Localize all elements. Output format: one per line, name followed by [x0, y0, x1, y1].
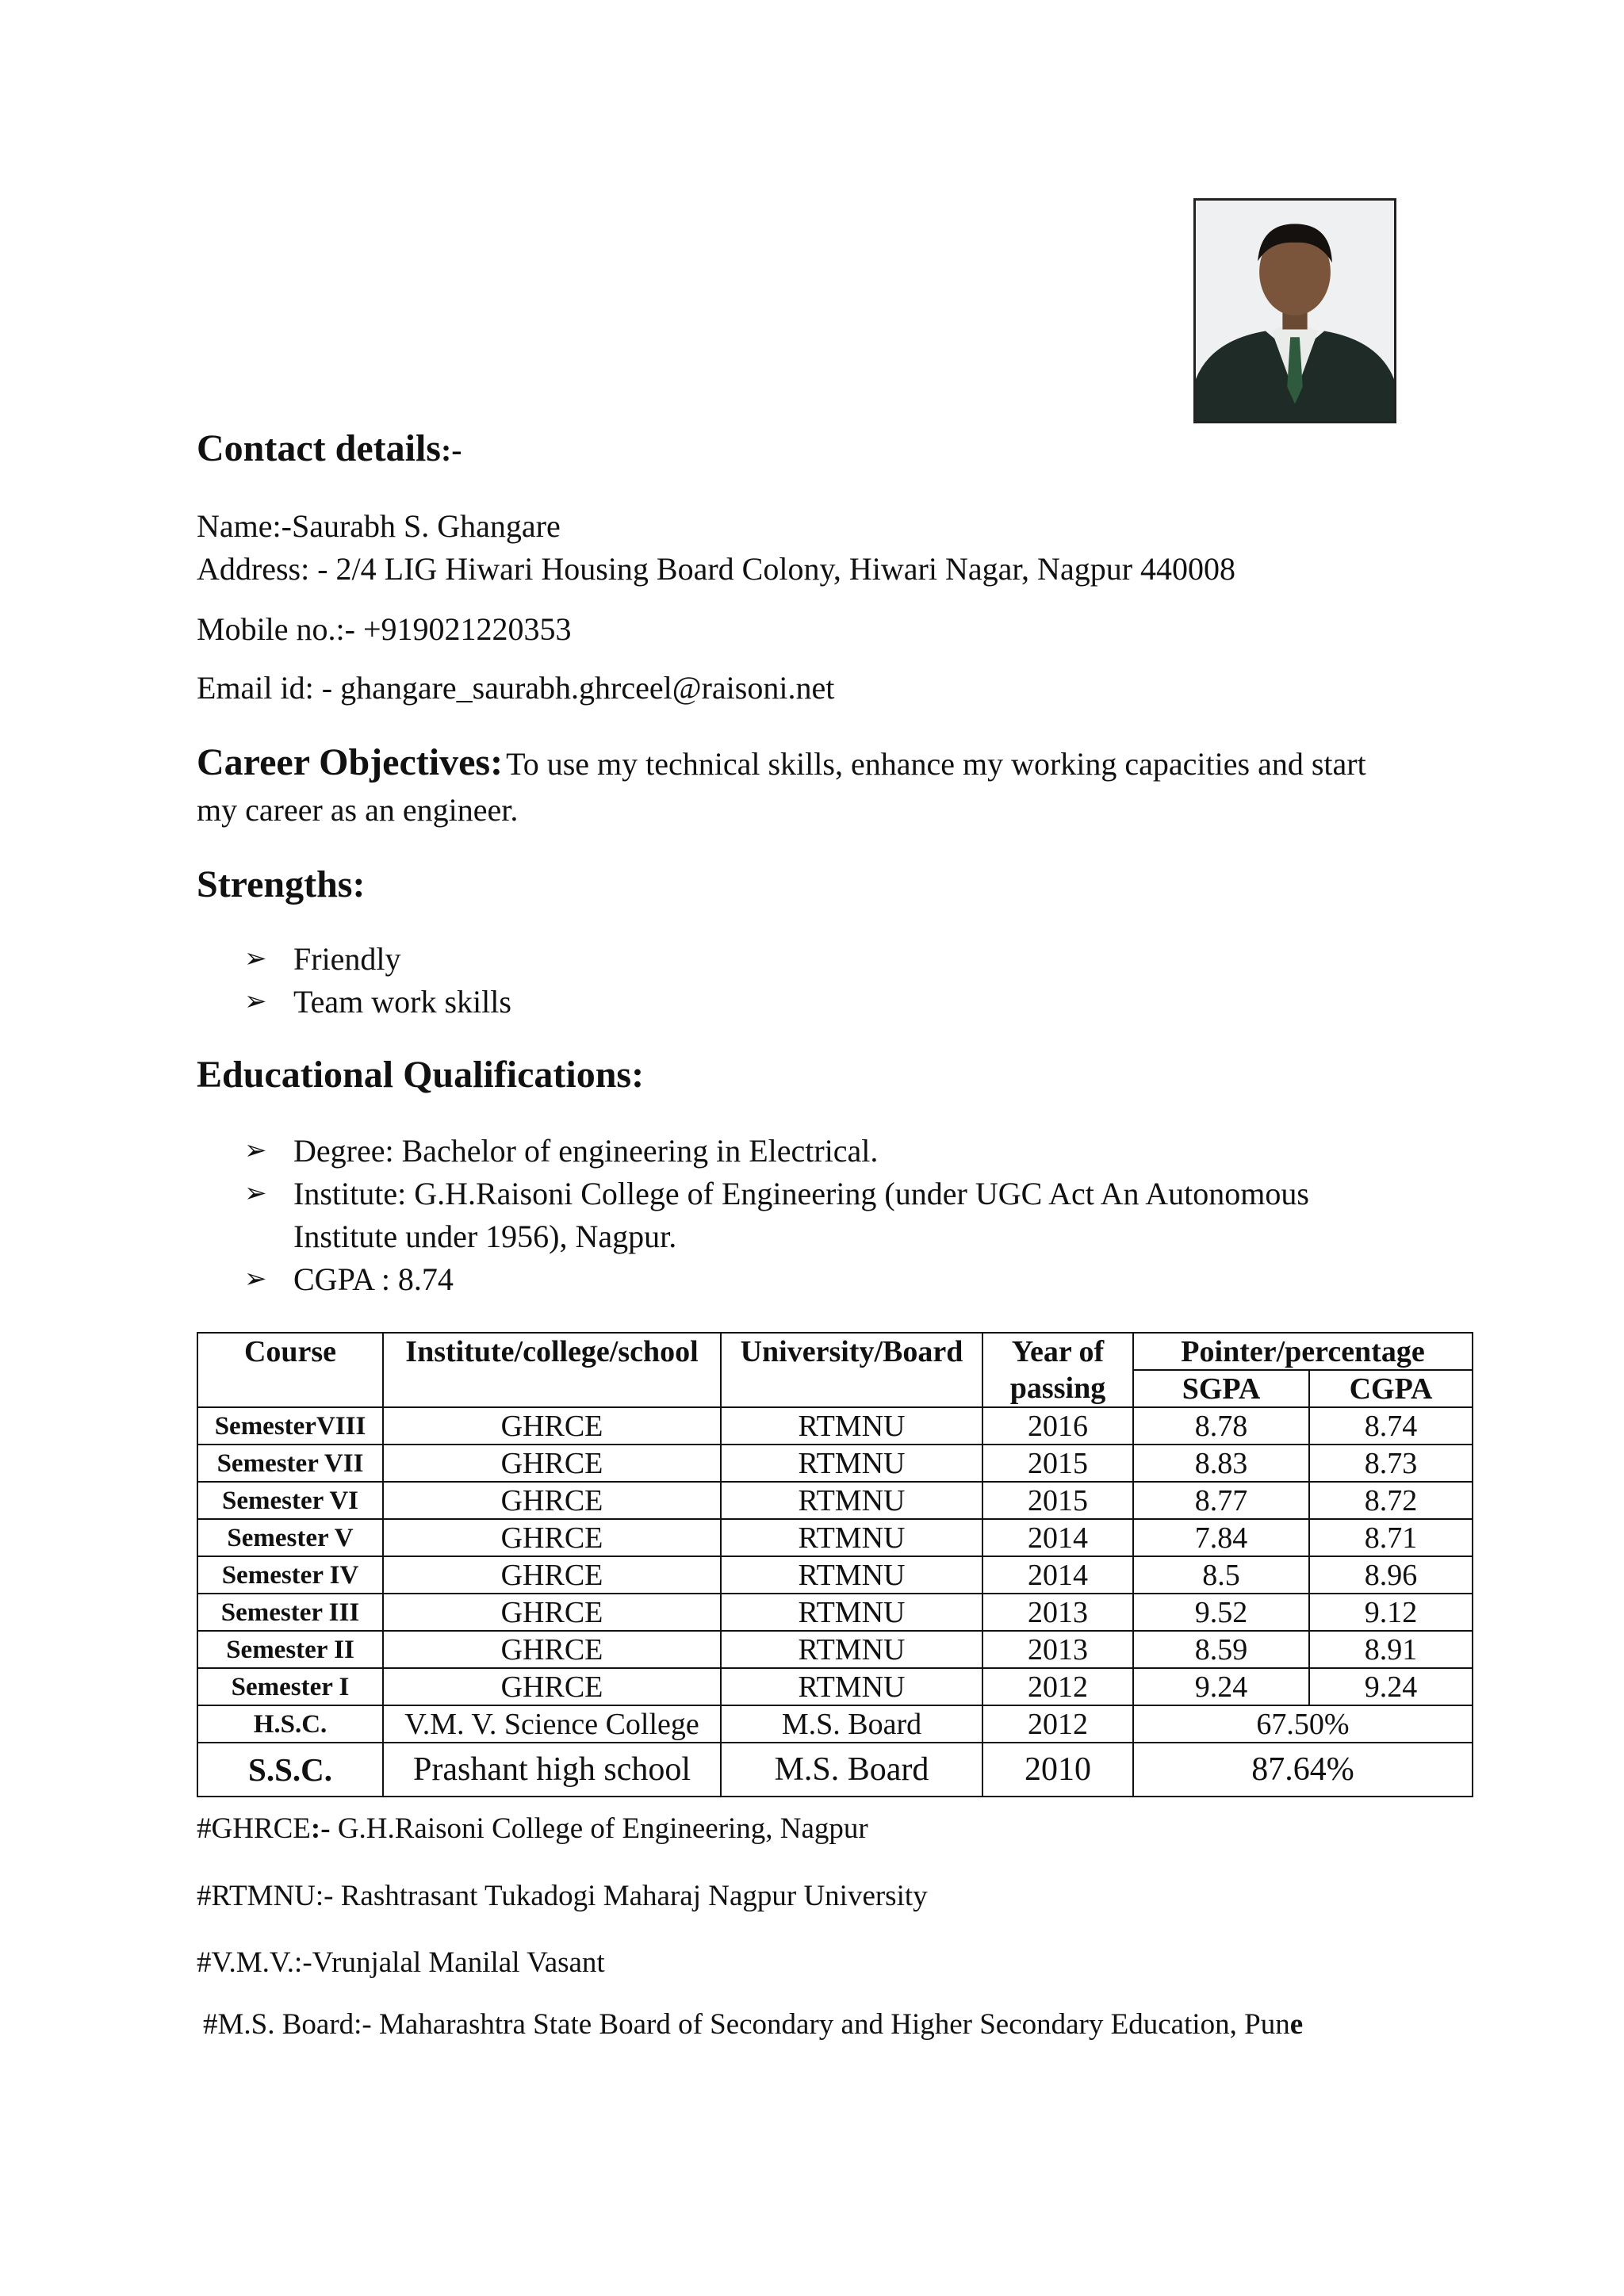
cell-university: RTMNU: [721, 1519, 982, 1556]
header-pointer: Pointer/percentage: [1133, 1333, 1473, 1370]
cell-year: 2015: [982, 1445, 1133, 1482]
note-ghrce-value: G.H.Raisoni College of Engineering, Nagpur: [330, 1812, 868, 1845]
contact-mobile: Mobile no.:- +919021220353: [197, 611, 572, 647]
cell-institute: GHRCE: [383, 1482, 721, 1519]
contact-email: Email id: - ghangare_saurabh.ghrceel@raisoni.net: [197, 670, 835, 706]
career-line1: To use my technical skills, enhance my working capacities and start: [506, 746, 1366, 782]
cell-sgpa: 8.78: [1133, 1407, 1309, 1445]
career-heading: Career Objectives:: [197, 741, 504, 783]
person-photo-icon: [1196, 201, 1394, 421]
header-university: University/Board: [721, 1333, 982, 1407]
cell-cgpa: 8.71: [1309, 1519, 1473, 1556]
note-ghrce: [197, 1812, 868, 1846]
header-sgpa: SGPA: [1133, 1370, 1309, 1407]
header-year-line2: passing: [1009, 1372, 1106, 1405]
table-row: [197, 1407, 1473, 1445]
table-row: [197, 1482, 1473, 1519]
table-row: [197, 1705, 1473, 1743]
cell-course: Semester I: [197, 1668, 383, 1705]
contact-heading-text: Contact details: [197, 427, 441, 469]
cell-sgpa: 9.24: [1133, 1668, 1309, 1705]
cell-sgpa: 9.52: [1133, 1594, 1309, 1631]
table-row: [197, 1743, 1473, 1797]
cell-percentage: 67.50%: [1133, 1705, 1473, 1743]
cell-university: RTMNU: [721, 1556, 982, 1594]
contact-name: Name:-Saurabh S. Ghangare: [197, 508, 561, 544]
cell-sgpa: 7.84: [1133, 1519, 1309, 1556]
table-row: [197, 1519, 1473, 1556]
note-vmv: #V.M.V.:-Vrunjalal Manilal Vasant: [197, 1946, 605, 1979]
arrow-bullet-icon: ➢: [244, 1265, 267, 1294]
arrow-bullet-icon: ➢: [244, 944, 267, 974]
cell-percentage: 87.64%: [1133, 1743, 1473, 1797]
cell-course: Semester V: [197, 1519, 383, 1556]
header-year-line1: Year of: [1011, 1335, 1105, 1368]
education-list: [197, 1130, 1434, 1301]
arrow-bullet-icon: ➢: [244, 1179, 267, 1208]
note-msboard-end: e: [1289, 2008, 1304, 2041]
cell-year: 2014: [982, 1519, 1133, 1556]
cell-university: RTMNU: [721, 1445, 982, 1482]
arrow-bullet-icon: ➢: [244, 987, 267, 1016]
cell-cgpa: 8.72: [1309, 1482, 1473, 1519]
cgpa-text: CGPA : 8.74: [293, 1261, 454, 1297]
cell-course: SemesterVIII: [197, 1407, 383, 1445]
cell-cgpa: 8.74: [1309, 1407, 1473, 1445]
education-table: [197, 1332, 1473, 1797]
cell-cgpa: 9.12: [1309, 1594, 1473, 1631]
cell-sgpa: 8.83: [1133, 1445, 1309, 1482]
cell-institute: GHRCE: [383, 1668, 721, 1705]
strength-text: Friendly: [293, 941, 401, 977]
list-item: [197, 938, 1386, 981]
header-year: [982, 1333, 1133, 1407]
cell-year: 2012: [982, 1705, 1133, 1743]
list-item: [197, 1258, 1434, 1301]
cell-university: RTMNU: [721, 1668, 982, 1705]
cell-year: 2016: [982, 1407, 1133, 1445]
note-msboard: [203, 2007, 1303, 2042]
cell-sgpa: 8.77: [1133, 1482, 1309, 1519]
cell-course: Semester II: [197, 1631, 383, 1668]
career-objectives: [197, 740, 1366, 784]
cell-institute: GHRCE: [383, 1594, 721, 1631]
table-row: [197, 1668, 1473, 1705]
list-item: [197, 1173, 1434, 1258]
contact-address: Address: - 2/4 LIG Hiwari Housing Board Colony, Hiwari Nagar, Nagpur 440008: [197, 551, 1236, 587]
cell-cgpa: 8.73: [1309, 1445, 1473, 1482]
education-heading: Educational Qualifications:: [197, 1054, 645, 1096]
cell-sgpa: 8.5: [1133, 1556, 1309, 1594]
list-item: [197, 1130, 1434, 1173]
cell-institute: Prashant high school: [383, 1743, 721, 1797]
cell-institute: GHRCE: [383, 1519, 721, 1556]
cell-university: RTMNU: [721, 1631, 982, 1668]
strength-text: Team work skills: [293, 984, 511, 1020]
cell-course: S.S.C.: [197, 1743, 383, 1797]
cell-university: RTMNU: [721, 1482, 982, 1519]
cell-course: Semester VI: [197, 1482, 383, 1519]
cell-year: 2012: [982, 1668, 1133, 1705]
cell-sgpa: 8.59: [1133, 1631, 1309, 1668]
list-item: [197, 981, 1386, 1024]
arrow-bullet-icon: ➢: [244, 1136, 267, 1165]
cell-year: 2013: [982, 1594, 1133, 1631]
degree-value: : Bachelor of engineering in Electrical.: [385, 1133, 879, 1169]
strengths-heading: Strengths:: [197, 863, 366, 905]
header-course: Course: [197, 1333, 383, 1407]
cell-university: RTMNU: [721, 1594, 982, 1631]
contact-heading: [197, 427, 462, 470]
table-row: [197, 1556, 1473, 1594]
header-institute: Institute/college/school: [383, 1333, 721, 1407]
cell-university: M.S. Board: [721, 1743, 982, 1797]
note-msboard-main: #M.S. Board:- Maharashtra State Board of Secondary and Higher Secondary Education, Pun: [203, 2008, 1290, 2041]
cell-course: Semester VII: [197, 1445, 383, 1482]
table-row: [197, 1445, 1473, 1482]
cell-university: M.S. Board: [721, 1705, 982, 1743]
cell-cgpa: 9.24: [1309, 1668, 1473, 1705]
cell-institute: GHRCE: [383, 1631, 721, 1668]
cell-course: Semester III: [197, 1594, 383, 1631]
cell-year: 2014: [982, 1556, 1133, 1594]
cell-year: 2015: [982, 1482, 1133, 1519]
header-cgpa: CGPA: [1309, 1370, 1473, 1407]
cell-year: 2013: [982, 1631, 1133, 1668]
cell-year: 2010: [982, 1743, 1133, 1797]
cell-institute: GHRCE: [383, 1556, 721, 1594]
degree-label: Degree: [293, 1133, 385, 1169]
contact-heading-suffix: :-: [440, 432, 462, 468]
cell-cgpa: 8.91: [1309, 1631, 1473, 1668]
table-row: [197, 1631, 1473, 1668]
cell-university: RTMNU: [721, 1407, 982, 1445]
cell-institute: GHRCE: [383, 1445, 721, 1482]
note-ghrce-sep: :-: [310, 1812, 331, 1845]
note-ghrce-key: #GHRCE: [197, 1812, 311, 1845]
note-rtmnu: #RTMNU:- Rashtrasant Tukadogi Maharaj Nagpur University: [197, 1880, 928, 1912]
cell-course: H.S.C.: [197, 1705, 383, 1743]
institute-line1: Institute: G.H.Raisoni College of Engineering (under UGC Act An Autonomous: [293, 1176, 1309, 1211]
table-row: [197, 1594, 1473, 1631]
cell-institute: V.M. V. Science College: [383, 1705, 721, 1743]
strengths-list: [197, 938, 1386, 1024]
career-line2: my career as an engineer.: [197, 792, 519, 828]
cell-cgpa: 8.96: [1309, 1556, 1473, 1594]
profile-photo: [1193, 198, 1396, 423]
cell-course: Semester IV: [197, 1556, 383, 1594]
institute-line2: Institute under 1956), Nagpur.: [293, 1219, 677, 1254]
cell-institute: GHRCE: [383, 1407, 721, 1445]
